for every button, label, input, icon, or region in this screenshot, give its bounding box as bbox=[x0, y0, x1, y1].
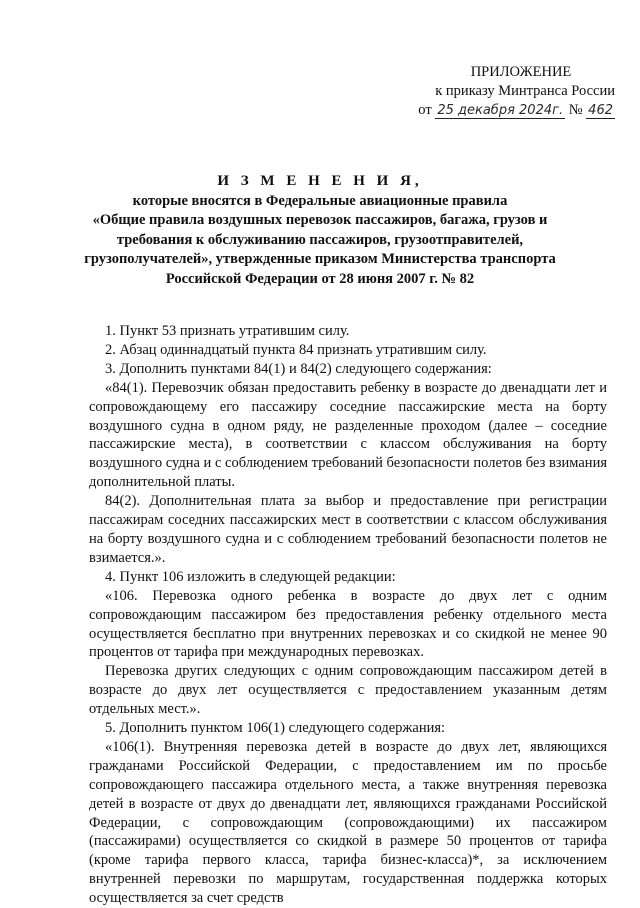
appendix-heading: ПРИЛОЖЕНИЕ bbox=[470, 64, 572, 80]
title-line: Российской Федерации от 28 июня 2007 г. № 82 bbox=[165, 270, 475, 287]
paragraph: «84(1). Перевозчик обязан предоставить ребенку в возрасте до двенадцати лет и сопровождающему его пассажиру соседние пассажирские места на борту воздушного судна в одном ряду, не разделенные проходом (далее – соседние пассажирские места), в соответствии с классом обслуживания на борту воздушного судна и с соблюдением требований безопасности полетов без взимания дополнительной платы. bbox=[89, 379, 607, 491]
title-line: которые вносятся в Федеральные авиационные правила bbox=[132, 192, 508, 209]
title-word: И З М Е Н Е Н И Я, bbox=[217, 173, 423, 189]
title-line: «Общие правила воздушных перевозок пассажиров, багажа, грузов и bbox=[92, 212, 548, 228]
appendix-block bbox=[405, 63, 615, 120]
paragraph: 84(2). Дополнительная плата за выбор и предоставление при регистрации пассажирам соседних пассажирских мест в соответствии с классом обслуживания на борту воздушного судна и с соблюдением требований безопасности полетов не взимается.». bbox=[89, 493, 607, 566]
paragraph: 3. Дополнить пунктами 84(1) и 84(2) следующего содержания: bbox=[105, 360, 492, 377]
document-body bbox=[89, 322, 607, 908]
document-title bbox=[80, 172, 560, 289]
handwritten-number: 462 bbox=[588, 103, 613, 118]
title-line: требования к обслуживанию пассажиров, грузоотправителей, bbox=[116, 231, 524, 248]
title-line: грузополучателей», утвержденные приказом Министерства транспорта bbox=[84, 251, 556, 267]
handwritten-date: 25 декабря 2024г. bbox=[437, 103, 564, 118]
paragraph: Перевозка других следующих с одним сопровождающим пассажиром детей в возрасте до двух лет осуществляется с предоставлением указанным детям отдельных мест.». bbox=[89, 663, 607, 718]
number-label: № bbox=[568, 102, 583, 118]
paragraph: 4. Пункт 106 изложить в следующей редакции: bbox=[105, 568, 396, 585]
paragraph: «106(1). Внутренняя перевозка детей в возрасте до двух лет, являющихся гражданами Российской Федерации, с предоставлением им по просьбе сопровождающего пассажира отдельного места, а также внутренняя перевозка детей в возрасте от двух до двенадцати лет, являющихся гражданами Российской Федерации, с сопровождающим (сопровождающими) их пассажиром (пассажирами) осуществляется со скидкой в размере 50 процентов от тарифа (кроме тарифа первого класса, тарифа бизнес-класса)*, за исключением внутренней перевозки по маршрутам, государственная поддержка которых осуществляется за счет средств bbox=[89, 738, 607, 907]
appendix-order-line: к приказу Минтранса России bbox=[435, 83, 615, 99]
paragraph: 2. Абзац одиннадцатый пункта 84 признать утратившим силу. bbox=[105, 341, 487, 358]
from-label: от bbox=[418, 102, 432, 118]
paragraph: 1. Пункт 53 признать утратившим силу. bbox=[105, 323, 350, 339]
paragraph: «106. Перевозка одного ребенка в возрасте до двух лет с одним сопровождающим пассажиром без предоставления ребенку отдельного места осуществляется бесплатно при внутренних перевозках и со скидкой не менее 90 процентов от тарифа при международных перевозках. bbox=[89, 587, 607, 661]
appendix-date-line bbox=[405, 101, 615, 120]
paragraph: 5. Дополнить пунктом 106(1) следующего содержания: bbox=[105, 720, 446, 737]
